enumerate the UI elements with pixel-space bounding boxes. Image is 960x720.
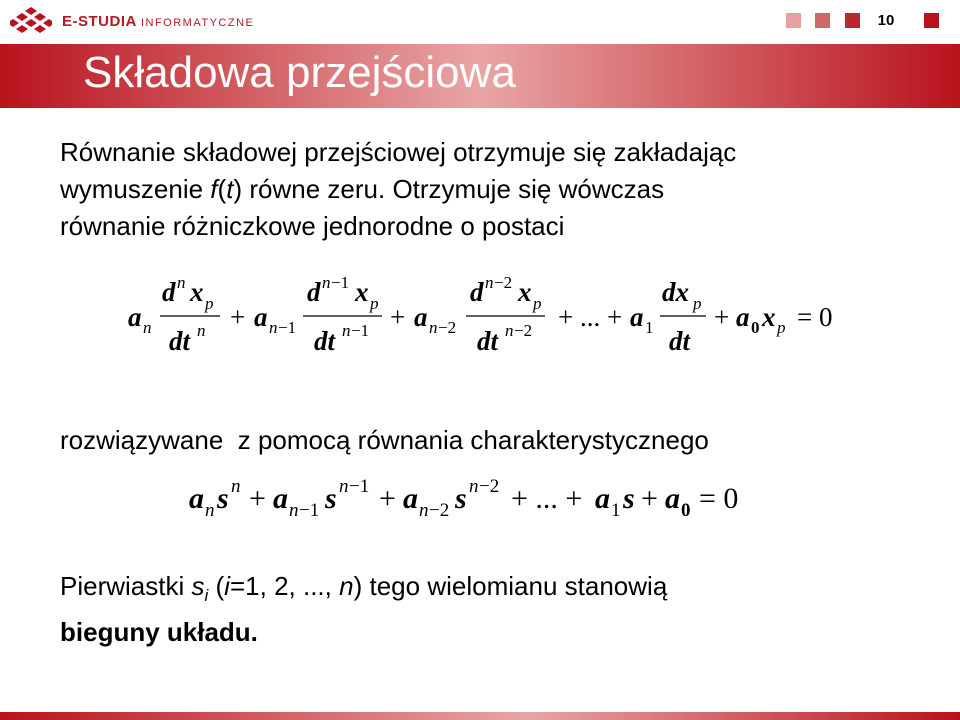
svg-text:dt: dt: [669, 326, 691, 356]
svg-text:dx: dx: [662, 277, 689, 307]
svg-text:s: s: [455, 482, 467, 515]
svg-text:n: n: [419, 500, 429, 521]
svg-text:n: n: [269, 318, 278, 337]
svg-text:−2: −2: [494, 273, 513, 292]
paragraph-characteristic: [60, 422, 906, 459]
paragraph-poles: [60, 568, 892, 651]
svg-text:p: p: [533, 294, 542, 313]
svg-text:d: d: [470, 277, 484, 307]
svg-text:a: a: [665, 482, 680, 515]
svg-text:1: 1: [611, 500, 621, 521]
poles-line-2: bieguny układu.: [60, 617, 258, 648]
svg-text:a: a: [403, 482, 418, 515]
svg-text:+: +: [249, 482, 266, 515]
svg-text:a: a: [414, 302, 428, 332]
svg-text:dt: dt: [169, 326, 191, 356]
svg-text:a: a: [254, 302, 268, 332]
paragraph-intro: [60, 134, 906, 245]
slide-title: Składowa przejściowa: [83, 48, 516, 97]
svg-text:+: +: [379, 482, 396, 515]
deco-square-4: [924, 13, 939, 28]
svg-text:n: n: [469, 476, 479, 497]
svg-text:x: x: [762, 302, 776, 332]
svg-text:n: n: [177, 273, 186, 292]
svg-text:dt: dt: [314, 326, 336, 356]
svg-text:a: a: [595, 482, 610, 515]
svg-text:+ ... +: + ... +: [511, 482, 583, 515]
svg-text:d: d: [307, 277, 321, 307]
characteristic-equation: [185, 470, 765, 530]
svg-text:−1: −1: [349, 476, 370, 497]
svg-text:−2: −2: [514, 321, 533, 340]
svg-text:x: x: [355, 277, 369, 307]
characteristic-line: rozwiązywane z pomocą równania charakterystycznego: [60, 425, 709, 455]
brand-sub: INFORMATYCZNE: [140, 17, 255, 29]
svg-text:s: s: [623, 482, 635, 515]
svg-text:a: a: [128, 302, 142, 332]
intro-line-3: równanie różniczkowe jednorodne o postaci: [60, 211, 565, 241]
differential-equation: [120, 270, 860, 365]
bottom-band: [0, 712, 960, 720]
svg-text:−1: −1: [331, 273, 350, 292]
svg-text:n: n: [197, 321, 206, 340]
svg-text:−1: −1: [351, 321, 370, 340]
deco-square-2: [815, 13, 830, 28]
svg-text:+ ... +: + ... +: [558, 302, 623, 332]
svg-text:n: n: [485, 273, 494, 292]
svg-text:a: a: [189, 482, 204, 515]
svg-text:= 0: = 0: [699, 482, 739, 515]
svg-text:s: s: [325, 482, 337, 515]
svg-text:n: n: [289, 500, 299, 521]
svg-text:n: n: [339, 476, 349, 497]
svg-text:0: 0: [681, 500, 691, 521]
svg-text:−1: −1: [299, 500, 320, 521]
poles-line-1: Pierwiastki $s_i$ (i=1, 2, ..., n) tego wielomianu stanowią: [60, 571, 668, 606]
intro-line-2: wymuszenie f(t) równe zeru. Otrzymuje się wówczas: [60, 174, 665, 204]
svg-text:d: d: [162, 277, 176, 307]
svg-text:+: +: [641, 482, 658, 515]
svg-text:−1: −1: [278, 318, 297, 337]
svg-text:0: 0: [751, 318, 760, 337]
svg-text:p: p: [370, 294, 379, 313]
svg-text:p: p: [205, 294, 214, 313]
page-number: 10: [877, 12, 895, 29]
svg-text:+: +: [714, 302, 730, 332]
brand-main: E-STUDIA: [62, 13, 137, 30]
svg-text:−2: −2: [429, 500, 450, 521]
svg-text:= 0: = 0: [797, 302, 833, 332]
svg-text:+: +: [230, 302, 246, 332]
svg-text:n: n: [429, 318, 438, 337]
svg-text:a: a: [736, 302, 750, 332]
logo-icon: [10, 6, 52, 36]
svg-text:dt: dt: [477, 326, 499, 356]
svg-text:n: n: [143, 318, 152, 337]
svg-text:1: 1: [645, 318, 654, 337]
svg-text:s: s: [217, 482, 229, 515]
intro-line-1: Równanie składowej przejściowej otrzymuje się zakładając: [60, 137, 737, 167]
svg-text:+: +: [390, 302, 406, 332]
svg-text:x: x: [518, 277, 532, 307]
svg-text:a: a: [630, 302, 644, 332]
svg-text:p: p: [693, 294, 702, 313]
svg-text:n: n: [505, 321, 514, 340]
deco-square-1: [786, 13, 801, 28]
brand-name: [62, 13, 254, 30]
svg-text:n: n: [231, 476, 241, 497]
svg-text:n: n: [205, 500, 215, 521]
svg-text:x: x: [190, 277, 204, 307]
svg-text:p: p: [777, 318, 786, 337]
root-symbol: $s_i$: [191, 571, 209, 606]
forcing-function: f(t): [210, 174, 243, 204]
svg-text:n: n: [342, 321, 351, 340]
deco-square-3: [845, 13, 860, 28]
svg-text:n: n: [322, 273, 331, 292]
svg-text:−2: −2: [438, 318, 457, 337]
svg-text:−2: −2: [479, 476, 500, 497]
svg-text:a: a: [273, 482, 288, 515]
